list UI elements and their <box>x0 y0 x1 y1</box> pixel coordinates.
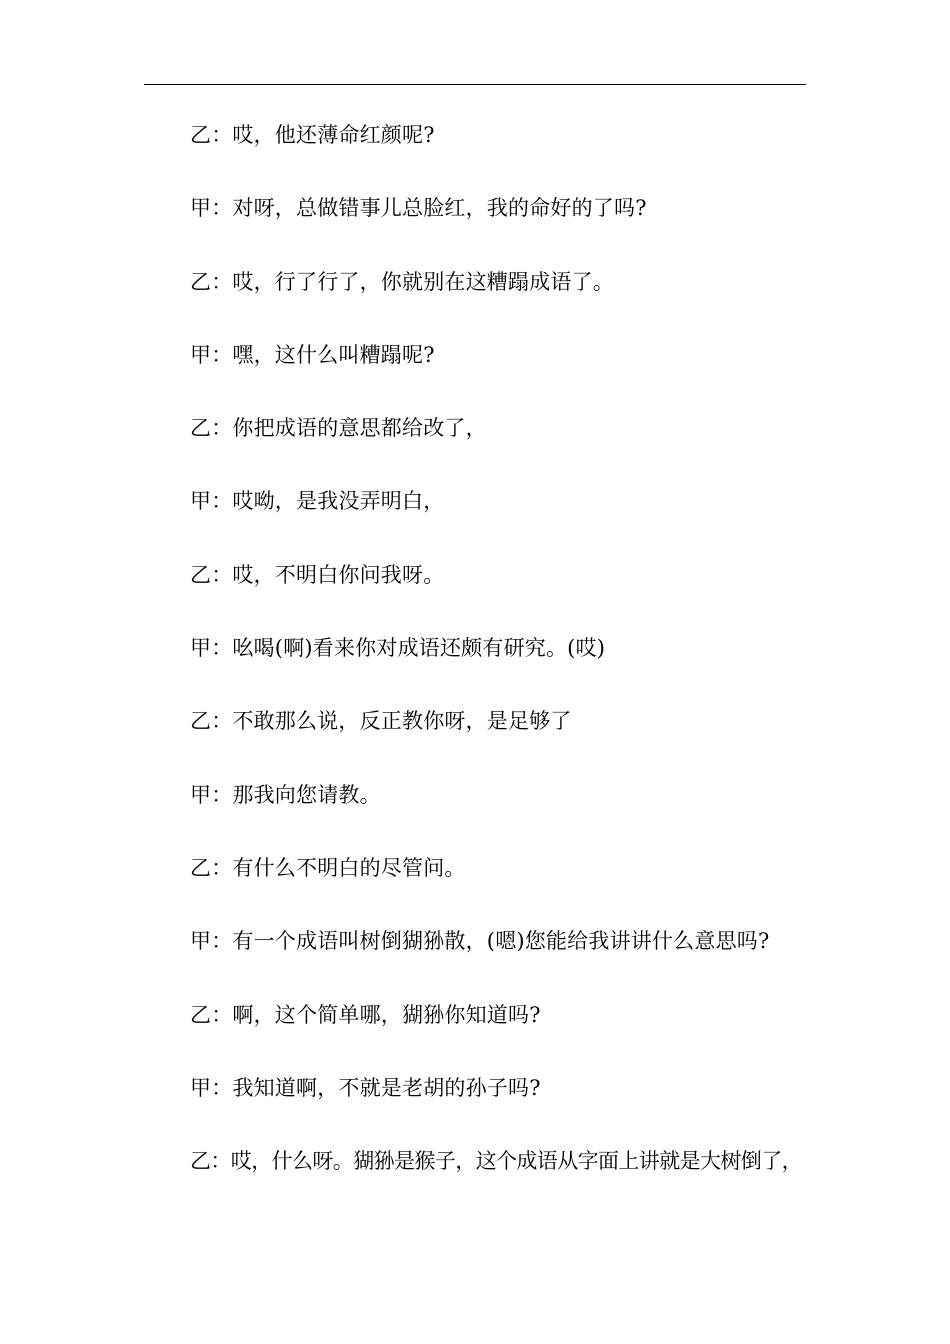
dialogue-line: 乙：有什么不明白的尽管问。 <box>190 855 466 880</box>
dialogue-line: 甲：有一个成语叫树倒猢狲散，(嗯)您能给我讲讲什么意思吗? <box>190 929 770 954</box>
dialogue-line: 甲：那我向您请教。 <box>190 782 381 807</box>
dialogue-line: 甲：吆喝(啊)看来你对成语还颇有研究。(哎) <box>190 636 606 661</box>
dialogue-line: 甲：对呀，总做错事儿总脸红，我的命好的了吗? <box>190 196 647 221</box>
dialogue-lines <box>190 115 820 1214</box>
dialogue-line: 乙：你把成语的意思都给改了， <box>190 416 487 441</box>
dialogue-line: 甲：哎呦，是我没弄明白， <box>190 489 445 514</box>
dialogue-line: 甲：我知道啊，不就是老胡的孙子吗? <box>190 1075 541 1100</box>
dialogue-line: 乙：啊，这个简单哪，猢狲你知道吗? <box>190 1002 541 1027</box>
dialogue-line: 乙：哎，不明白你问我呀。 <box>190 562 445 587</box>
dialogue-line: 乙：哎，什么呀。猢狲是猴子，这个成语从字面上讲就是大树倒了， <box>190 1149 802 1174</box>
dialogue-line: 甲：嘿，这什么叫糟蹋呢? <box>190 342 435 367</box>
dialogue-line: 乙：哎，他还薄命红颜呢? <box>190 123 435 147</box>
dialogue-line: 乙：不敢那么说，反正教你呀，是足够了 <box>190 709 572 734</box>
header-rule <box>144 84 806 85</box>
dialogue-line: 乙：哎，行了行了，你就别在这糟蹋成语了。 <box>190 269 614 294</box>
